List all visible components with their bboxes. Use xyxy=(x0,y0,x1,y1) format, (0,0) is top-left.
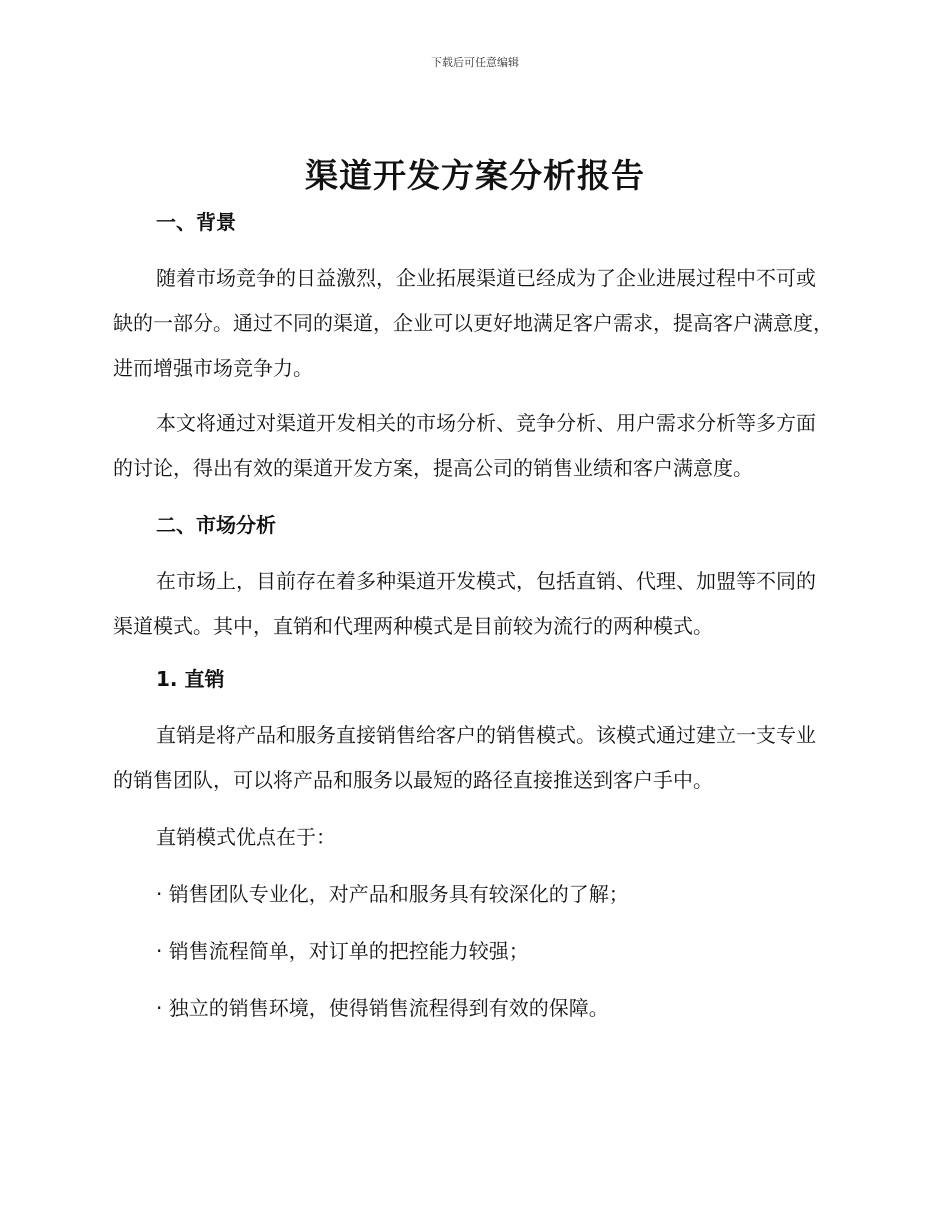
list-item: · 独立的销售环境，使得销售流程得到有效的保障。 xyxy=(156,996,609,1020)
list-item: · 销售流程简单，对订单的把控能力较强； xyxy=(156,939,529,963)
section-heading-background: 一、背景 xyxy=(156,210,236,234)
paragraph-background-2: 本文将通过对渠道开发相关的市场分析、竞争分析、用户需求分析等多方面的讨论，得出有效的渠道开发方案，提高公司的销售业绩和客户满意度。 xyxy=(113,411,816,480)
paragraph-market-1: 在市场上，目前存在着多种渠道开发模式，包括直销、代理、加盟等不同的渠道模式。其中，直销和代理两种模式是目前较为流行的两种模式。 xyxy=(113,569,816,638)
paragraph-direct-advantages: 直销模式优点在于： xyxy=(156,825,336,849)
document-body xyxy=(113,204,833,1031)
paragraph-background-1: 随着市场竞争的日益激烈，企业拓展渠道已经成为了企业进展过程中不可或缺的一部分。通过不同的渠道，企业可以更好地满足客户需求，提高客户满意度，进而增强市场竞争力。 xyxy=(113,266,833,380)
list-item: · 销售团队专业化，对产品和服务具有较深化的了解； xyxy=(156,882,629,906)
header-note: 下载后可任意编辑 xyxy=(431,56,519,69)
section-heading-market: 二、市场分析 xyxy=(156,513,276,537)
subsection-heading-direct: 1. 直销 xyxy=(156,667,225,691)
document-title: 渠道开发方案分析报告 xyxy=(305,156,645,195)
paragraph-direct-1: 直销是将产品和服务直接销售给客户的销售模式。该模式通过建立一支专业的销售团队，可以将产品和服务以最短的路径直接推送到客户手中。 xyxy=(113,723,816,792)
